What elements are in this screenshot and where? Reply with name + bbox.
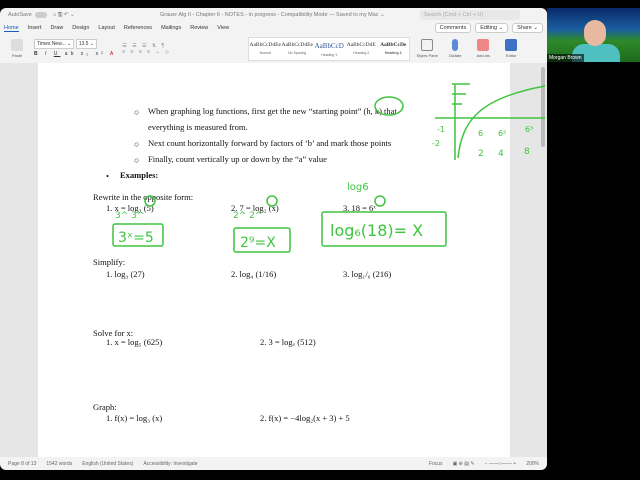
svg-text:6: 6 <box>478 129 484 138</box>
bullet-text: Next count horizontally forward by factors of ‘b’ and mark those points <box>148 138 392 148</box>
problem: 1. log₃ (27) <box>106 269 145 279</box>
zoom-slider[interactable]: − ——○—— + <box>484 460 517 467</box>
ribbon-tabs <box>0 22 547 34</box>
style-heading-2[interactable]: AaBbCcDdE Heading 2 <box>346 41 376 55</box>
problem: 1. x = log₅ (625) <box>106 337 163 347</box>
svg-text:8: 8 <box>524 147 530 157</box>
style-heading-3[interactable]: AaBbCcDe Heading 3 <box>380 41 407 55</box>
sub-bullet: ○ <box>134 155 140 165</box>
ink-note: 3^ 3^ <box>115 211 145 221</box>
examples-heading: Examples: <box>120 170 159 180</box>
paste-button[interactable]: Paste <box>6 39 28 58</box>
microphone-icon <box>452 39 458 51</box>
bullet: • <box>106 171 109 181</box>
scrollbar[interactable] <box>541 67 545 147</box>
editor-icon <box>505 39 517 51</box>
svg-text:-1: -1 <box>437 125 445 134</box>
ink-answer: 2⁹=X <box>240 235 276 251</box>
add-ins-icon <box>477 39 489 51</box>
document-title: Grauer Alg II - Chapter 6 - NOTES - in progress - Compatibility Mode — Saved to my Mac ⌄ <box>160 12 385 18</box>
svg-text:6³: 6³ <box>525 125 534 134</box>
svg-text:6²: 6² <box>498 129 507 138</box>
paragraph-controls[interactable]: ☰ ☰ ☰ ⇅ ¶ ≡ ≡ ≡ ≡ ⌄ ◇ <box>122 42 171 55</box>
tab-layout[interactable]: Layout <box>98 25 115 31</box>
bullet-text: Finally, count vertically up or down by the “a” value <box>148 154 327 164</box>
svg-text:2: 2 <box>478 149 484 159</box>
section-label: Solve for x: <box>93 328 134 338</box>
focus-button[interactable]: Focus <box>428 460 443 467</box>
search-input[interactable]: Search (Cmd + Ctrl + U) <box>420 10 520 20</box>
sub-bullet: ○ <box>134 107 140 117</box>
dictate-button[interactable]: Dictate <box>444 39 466 58</box>
sub-bullet: ○ <box>134 139 140 149</box>
clipboard-icon <box>11 39 23 51</box>
tab-insert[interactable]: Insert <box>27 25 42 31</box>
status-bar <box>0 457 547 470</box>
styles-pane-button[interactable]: Styles Pane <box>416 39 438 58</box>
tab-home[interactable]: Home <box>4 24 19 31</box>
ink-answer: log₆(18)= X <box>330 221 424 240</box>
tab-design[interactable]: Design <box>72 25 90 31</box>
video-tile[interactable] <box>547 8 640 62</box>
tab-review[interactable]: Review <box>190 25 209 31</box>
editing-button[interactable]: Editing ⌄ <box>475 23 508 33</box>
document-page[interactable] <box>38 63 510 457</box>
ribbon <box>0 34 547 64</box>
problem: 2. f(x) = −4log₂(x + 3) + 5 <box>260 413 350 423</box>
svg-text:4: 4 <box>498 149 504 159</box>
accessibility[interactable]: Accessibility: Investigate <box>143 460 198 467</box>
ink-note: 2^ 2^ <box>233 211 263 221</box>
language[interactable]: English (United States) <box>82 460 134 467</box>
problem: 1. x = log₃ (5) <box>106 203 154 213</box>
tab-references[interactable]: References <box>123 25 153 31</box>
page-count[interactable]: Page 8 of 13 <box>8 460 37 467</box>
zoom-level[interactable]: 200% <box>526 460 539 467</box>
problem: 3. log₁/₆ (216) <box>343 269 392 279</box>
print-layout-icon[interactable]: ▣ ⊕ ▤ ✎ <box>452 460 475 467</box>
autosave-label: AutoSave <box>8 12 32 18</box>
problem: 2. log₄ (1/16) <box>231 269 277 279</box>
font-size-select[interactable]: 13.5 ⌄ <box>76 39 97 49</box>
style-no-spacing[interactable]: AaBbCcDdEe No Spacing <box>281 41 313 55</box>
problem: 2. 7 = log₂ (x) <box>231 203 279 213</box>
format-buttons[interactable]: B I U ab x₂ x² A <box>34 50 117 57</box>
section-label: Graph: <box>93 402 117 412</box>
home-icon[interactable]: ⌂ 🖫 ↶ ⌄ <box>52 11 75 18</box>
editor-button[interactable]: Editor <box>500 39 522 58</box>
font-select[interactable]: Times New... ⌄ <box>34 39 74 49</box>
styles-pane-icon <box>421 39 433 51</box>
tab-mailings[interactable]: Mailings <box>161 25 182 31</box>
word-window <box>0 8 547 470</box>
ink-answer: 3ˣ=5 <box>118 230 154 246</box>
participant-avatar <box>584 20 606 46</box>
bullet-text: When graphing log functions, first get the new “starting point” (h, k) that <box>148 106 397 116</box>
tab-view[interactable]: View <box>217 25 230 31</box>
participant-name: Morgan Brown <box>549 55 582 61</box>
tab-draw[interactable]: Draw <box>50 25 64 31</box>
style-heading-1[interactable]: AaBbCcD Heading 1 <box>314 41 344 57</box>
section-label: Rewrite in the opposite form: <box>93 192 194 202</box>
title-bar <box>0 8 547 22</box>
problem: 3. 18 = 6ˣ <box>343 203 376 213</box>
ink-note: log6 <box>347 182 369 193</box>
comments-button[interactable]: Comments <box>435 23 472 33</box>
word-count[interactable]: 1542 words <box>46 460 73 467</box>
style-normal[interactable]: AaBbCcDdEe Normal <box>249 41 281 55</box>
bullet-text: everything is measured from. <box>148 122 248 132</box>
svg-text:-2: -2 <box>432 139 440 148</box>
document-area <box>0 63 547 457</box>
autosave-toggle[interactable] <box>35 12 47 18</box>
add-ins-button[interactable]: Add-ins <box>472 39 494 58</box>
problem: 1. f(x) = log₃ (x) <box>106 413 163 423</box>
section-label: Simplify: <box>93 257 126 267</box>
share-button[interactable]: Share ⌄ <box>512 23 543 33</box>
problem: 2. 3 = logₓ (512) <box>260 337 316 347</box>
styles-gallery <box>248 37 410 61</box>
